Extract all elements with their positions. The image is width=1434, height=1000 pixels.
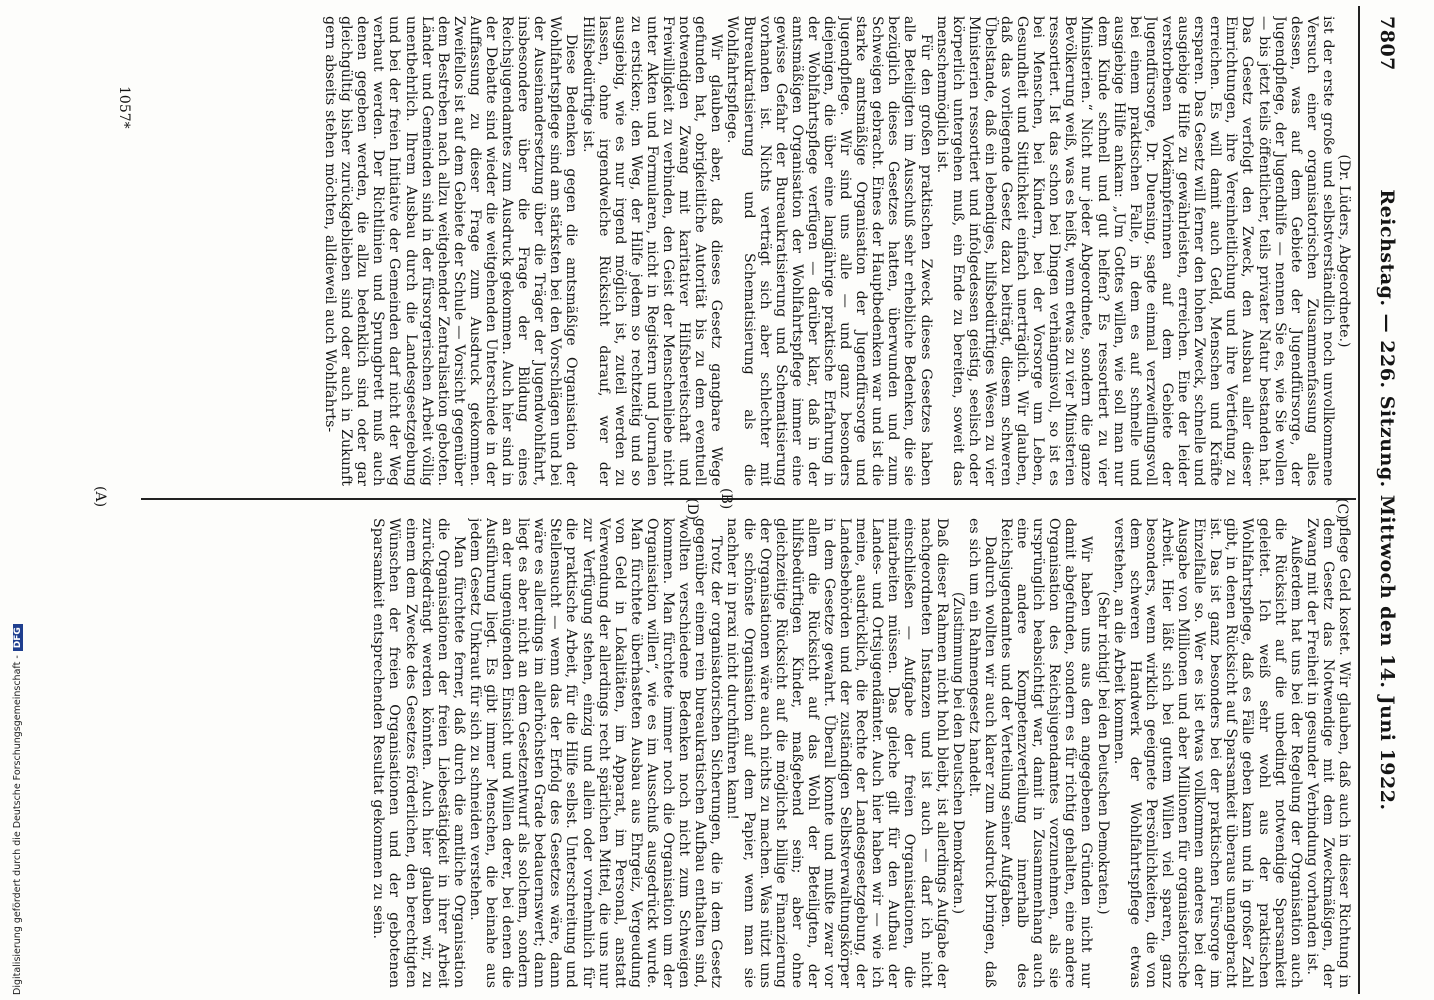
newspaper-page <box>80 6 1400 994</box>
paragraph: pflege Geld kostet. Wir glauben, daß auch in dieser Richtung in dem Gesetz das Notwendige mit dem Zweckmäßigen, der Zwang mit der Freiheit in gesunder Verbindung vorhanden ist. <box>1303 518 1352 988</box>
paragraph: Trotz der organisatorischen Sicherungen, die in dem Gesetz gegenüber einem rein bureaukratischen Aufbau enthalten sind, wollten verschiedene Bedenken noch nicht zum Schweigen kommen. Man fürchtete immer noch die Organisation um der Organisation willen“, wie es im Ausschuß ausgedrückt wurde. Man fürchtete überhasteten Ausbau aus Ehrgeiz, Vergeudung von Geld in Lokalitäten, im Apparat, im Personal, anstatt Verwendung der allerdings recht spärlichen Mittel, die uns nur zur Verfügung stehen, einzig und allein oder vornehmlich für die praktische Arbeit, für die Hilfe selbst. Unterschreitung und Stellensucht — wenn das der Erfolg des Gesetzes wäre, dann wäre es allerdings im allerhöchsten Grade bedauernswert; dann liegt es aber nicht an dem Gesetzentwurf als solchem, sondern an der ungenügenden Einsicht und Willen derer, bei denen die Ausführung liegt. Es gibt immer Menschen, die beinahe aus jedem Gesetz Unkraut für sich zu schneiden verstehen. <box>466 518 725 988</box>
digitization-footer <box>2 600 23 995</box>
page-number: 1057* <box>116 86 132 129</box>
header-title: Reichstag. — 226. Sitzung. Mittwoch den 14. Juni 1922. <box>1376 189 1398 811</box>
paragraph: Wir glauben aber, daß dieses Gesetz gangbare Wege gefunden hat, obrigkeitliche Autorität bis zu dem eventuell notwendigen Zwang mit karitativer Hilfsbereitschaft und Freiwilligkeit zu verbinden, den Geist der Menschenliebe nicht unter Akten und Formularen, nicht in Registern und Journalen zu ersticken; den Weg, der Hilfe jedem so rechtzeitig und so ausgiebig, wie es nur irgend möglich ist, zuteil werden zu lassen, ohne irgendwelche Rücksicht darauf, wer der Hilfsbedürftige ist. <box>579 16 725 486</box>
stage-direction: (Sehr richtig! bei den Deutschen Demokraten.) <box>1094 591 1111 915</box>
margin-marker-b: (B) <box>718 488 734 510</box>
page-header <box>1366 6 1400 994</box>
paragraph: Diese Bedenken gegen die amtsmäßige Organisation der Wohlfahrtspflege sind am stärksten bei den Vorschlägen und bei der Auseinandersetzung über die Träger der Jugendwohlfahrt, insbesondere über die Frage der Bildung eines Reichsjugendamtes zum Ausdruck gekommen. Auch hier sind in der Debatte sind wieder die weitgehenden Unterschiede in der Auffassung zu dieser Frage zum Ausdruck gekommen. Zweifellos ist auf dem Gebiete der Schule — Vorsicht gegenüber dem Bestreben nach allzu weitgehender Zentralisation geboten. Länder und Gemeinden sind in der fürsorgerischen Arbeit völlig unentbehrlich. Ihrem Ausbau durch die Landesgesetzgebung und bei der freien Initiative der Gemeinden darf nicht der Weg verbaut werden. Der Richtlinien und Sprungbrett muß auch denen gegeben werden, die allzu bedenklich sind oder gar gleichgültig bisher zurückgeblieben sind oder auch in Zukunft gern abseits stehen möchten, alldieweil auch Wohlfahrts- <box>322 16 580 486</box>
margin-marker-c: (C) <box>1334 498 1350 520</box>
dfg-logo: DFG <box>13 624 23 651</box>
paragraph: Daß dieser Rahmen nicht hohl bleibt, ist allerdings Aufgabe der nachgeordneten Instanzen und ist auch — darf ich nicht einschließen — Aufgabe der freien Organisationen, die mitarbeiten müssen. Das gleiche gilt für den Aufbau der Landes- und Ortsjugendämter. Auch hier haben wir — wie ich meine, ausdrücklich, die Rechte der Landesgesetzgebung, der Landesbehörden und der zuständigen Selbstverwaltungskörper in dem Gesetze gewahrt. Überall konnte und mußte zwar vor allem die Rücksicht auf das Wohl der Beteiligten, der hilfsbedürftigen Kinder, maßgebend sein; aber ohne gleichzeitige Rücksicht auf die möglichst billige Finanzierung der Organisationen wäre auch nichts zu machen. Was nützt uns die schönste Organisation auf dem Papier, wenn man sie nachher in praxi nicht durchführen kann! <box>724 518 950 988</box>
stage-direction: (Zustimmung bei den Deutschen Demokraten.) <box>949 592 966 914</box>
margin-marker-a: (A) <box>92 486 108 508</box>
paragraph: Wir haben uns aus den angegebenen Gründen nicht nur damit abgefunden, sondern es für richtig gehalten, eine andere Organisation des Reichsjugendamtes vorzunehmen, als sie ursprünglich beabsichtigt war, damit in Zusammenhang auch eine andere Kompetenzverteilung innerhalb des Reichsjugendamtes und der Verteilung seiner Aufgaben. <box>998 518 1095 988</box>
footer-credit <box>12 624 23 995</box>
paragraph: Man fürchtete ferner, daß durch die amtliche Organisation die Organisationen der freien Liebestätigkeit in ihrer Arbeit zurückgedrängt werden könnten. Auch hier glauben wir, zu einem dem Zwecke des Gesetzes förderlichen, den berechtigten Wünschen der freien Organisationen und der gebotenen Sparsamkeit entsprechenden Resultat gekommen zu sein. <box>370 518 467 988</box>
footer-credit-text: Digitalisierung gefördert durch die Deutsche Forschungsgemeinschaft - <box>12 655 23 995</box>
column-divider <box>141 498 1356 500</box>
folio-number: 7807 <box>1376 16 1398 71</box>
paragraph: Dadurch wollten wir auch klarer zum Ausdruck bringen, daß es sich um ein Rahmengesetz handelt. <box>965 518 998 988</box>
header-rule <box>1358 6 1360 994</box>
speaker-note: (Dr. Lüders, Abgeordnete.) <box>1336 154 1352 348</box>
paragraph: Außerdem hat uns bei der Regelung der Organisation auch die Rücksicht auf die unbedingt notwendige Sparsamkeit geleitet. Ich weiß sehr wohl aus der praktischen Wohlfahrtspflege, daß es Fälle geben kann und in großer Zahl gibt, in denen Rücksicht auf Sparsamkeit überaus unangebracht ist. Das ist ganz besonders bei der praktischen Fürsorge im Einzelfalle so. Wer es ist etwas vollkommen anderes bei der Ausgabe von Millionen und aber Millionen für organisatorische Arbeit. Hier läßt sich bei gutem Willen viel sparen, ganz besonders, wenn wirklich geeignete Persönlichkeiten, die von dem schweren Handwerk der Wohlfahrtspflege etwas verstehen, an die Arbeit kommen. <box>1110 518 1304 988</box>
paragraph: ist der erste große und selbstverständlich noch unvollkommene Versuch einer organisatorischen Zusammenfassung alles dessen, was auf dem Gebiete der Jugendfürsorge, der Jugendpflege, der Jugendhilfe — nennen Sie es, wie Sie wollen — bis jetzt teils öffentlicher, teils privater Natur bestanden hat. Das Gesetz verfolgt den Zweck, den Ausbau aller dieser Einrichtungen, ihre Vereinheitlichung und ihre Vertiefung zu erreichen. Es will damit auch Geld, Menschen und Kräfte ersparen. Das Gesetz will ferner den hohen Zweck, schnelle und ausgiebige Hilfe zu gewährleisten, erreichen. Eine der leider verstorbenen Vorkämpferinnen auf dem Gebiete der Jugendfürsorge, Dr. Duensing, sagte einmal verzweiflungsvoll bei einem praktischen Falle, in dem es auf schnelle und ausgiebige Hilfe ankam: „Um Gottes willen, wie soll man nur dem Kinde schnell und gut helfen? Es ressortiert zu vier Ministerien.“ Nicht nur jeder Abgeordnete, sondern die ganze Bevölkerung weiß, was es heißt, wenn etwas zu vier Ministerien ressortiert. Ist das schon bei Dingen verhängnisvoll, so ist es bei Menschen, bei Kindern, bei der Vorsorge um Leben, Gesundheit und Sittlichkeit einfach unerträglich. Wir glauben, daß das vorliegende Gesetz dazu beiträgt, diesem schweren Übelstande, daß ein lebendiges, hilfsbedürftiges Wesen zu vier Ministerien ressortiert und infolgedessen geistig, seelisch oder körperlich untergehen muß, ein Ende zu bereiten, soweit das menschenmöglich ist. <box>933 16 1336 486</box>
right-column <box>137 518 1352 988</box>
paragraph: Für den großen praktischen Zweck dieses Gesetzes haben alle Beteiligten im Ausschuß sehr erhebliche Bedenken, die sie bezüglich dieses Gesetzes hatten, überwunden und zum Schweigen gebracht. Eines der Hauptbedenken war und ist die starke amtsmäßige Organisation der Jugendfürsorge und Jugendpflege. Wir sind uns alle — und ganz besonders diejenigen, die über eine langjährige praktische Erfahrung in der Wohlfahrtspflege verfügen — darüber klar, daß in der amtsmäßigen Organisation der Wohlfahrtspflege immer eine gewisse Gefahr der Bureaukratisierung und Schematisierung vorhanden ist. Nichts verträgt sich aber schlechter mit Bureaukratisierung und Schematisierung als die Wohlfahrtspflege. <box>724 16 934 486</box>
margin-marker-d: (D) <box>684 498 700 521</box>
left-column <box>137 16 1352 486</box>
